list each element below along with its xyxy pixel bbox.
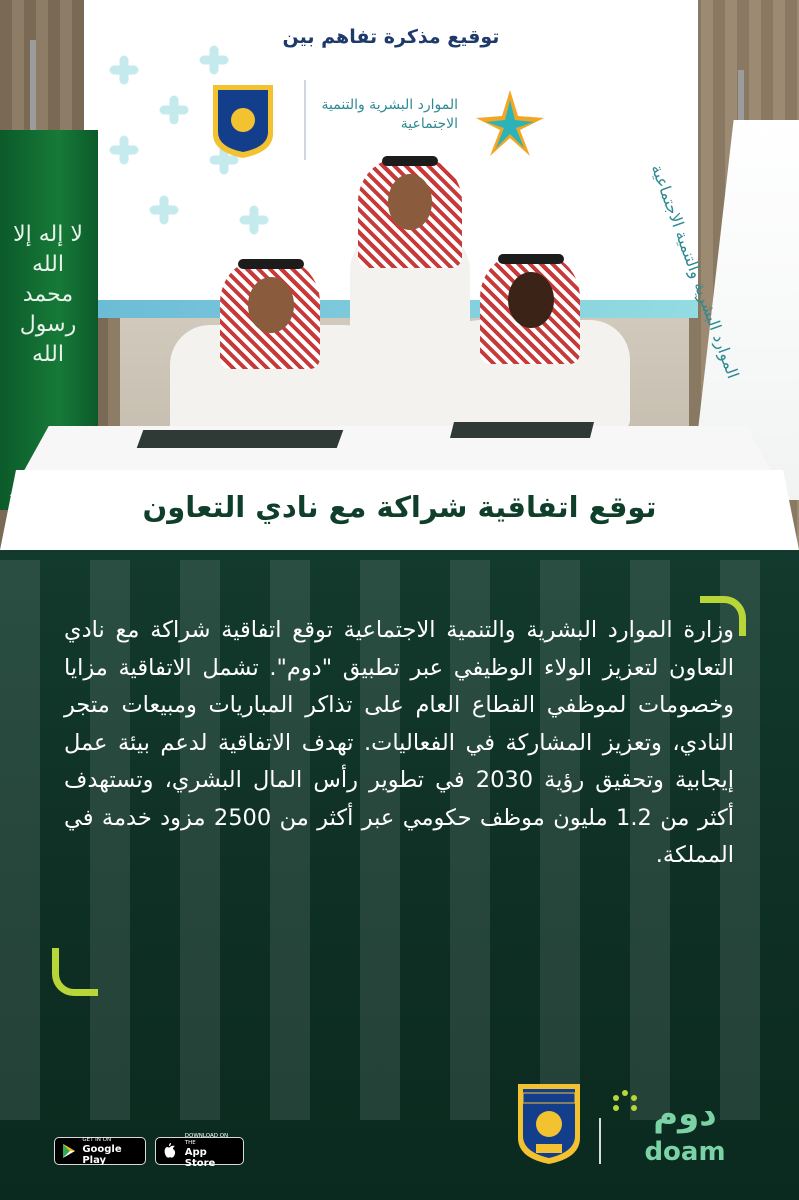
app-store-small-label: DOWNLOAD ON THE — [184, 1133, 229, 1146]
google-play-button[interactable] — [54, 1137, 146, 1165]
google-play-icon — [61, 1142, 76, 1160]
flag-inscription: لا إله إلا الله محمد رسول الله — [13, 222, 83, 367]
ministry-logo-text: الموارد البشرية والتنمية الاجتماعية — [321, 97, 458, 132]
bracket-bottom-left-icon — [52, 948, 98, 996]
document-folder-left — [137, 430, 344, 448]
doam-logo-icon — [610, 1088, 640, 1118]
doam-wordmark: doam — [644, 1137, 726, 1167]
google-play-small-label: GET IN ON — [82, 1136, 112, 1143]
article-body: وزارة الموارد البشرية والتنمية الاجتماعية توقع اتفاقية شراكة مع نادي التعاون لتعزيز الولاء الوظيفي عبر تطبيق "دوم". تشمل الاتفاقية مزايا وخصومات لموظفي القطاع العام على تذاكر المباريات ومبيعات متجر النادي، وتعزيز المشاركة في الفعاليات. تهدف الاتفاقية لدعم بيئة عمل إيجابية وتحقيق رؤية 2030 في تطوير رأس المال البشري، وتستهدف أكثر من 1.2 مليون موظف حكومي عبر أكثر من 2500 مزود خدمة في المملكة. — [64, 617, 734, 868]
logo-separator — [304, 80, 306, 160]
altaawoun-crest-icon — [516, 1082, 582, 1166]
club-crest-icon — [210, 82, 276, 160]
ministry-banner-text: الموارد البشرية الاجتماعية — [647, 161, 743, 382]
app-store-button[interactable] — [155, 1133, 244, 1169]
footer-separator — [599, 1118, 601, 1164]
document-folder-right — [450, 422, 594, 438]
google-play-label: Google Play — [82, 1143, 122, 1166]
flag-pole-left — [30, 40, 36, 140]
apple-icon — [162, 1142, 179, 1160]
backdrop-title: توقيع مذكرة تفاهم بين — [282, 26, 500, 48]
headline: توقع اتفاقية شراكة مع نادي التعاون — [142, 490, 657, 524]
person-seated-left — [170, 255, 385, 440]
doam-arabic-wordmark: دوم — [653, 1094, 717, 1134]
app-store-label: App Store — [184, 1147, 216, 1169]
person-seated-right — [440, 250, 630, 430]
